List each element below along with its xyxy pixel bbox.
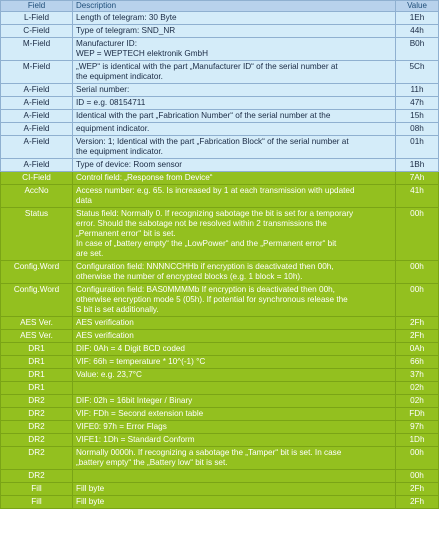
value-cell: 41h: [396, 185, 439, 208]
value-cell: 2Fh: [396, 317, 439, 330]
description-line: otherwise encryption mode 5 (05h). If potential for synchronous release the: [76, 295, 348, 304]
table-row: [1, 470, 439, 483]
description-cell: [73, 382, 396, 395]
description-line: Length of telegram: 30 Byte: [76, 13, 177, 22]
value-cell: 00h: [396, 284, 439, 317]
header-value: Value: [396, 1, 439, 12]
description-cell: [73, 261, 396, 284]
table-row: [1, 84, 439, 97]
table-row: [1, 284, 439, 317]
table-header-row: [1, 1, 439, 12]
description-line: „WEP“ is identical with the part „Manufacturer ID“ of the serial number at: [76, 62, 338, 71]
field-cell: AccNo: [1, 185, 73, 208]
description-line: Serial number:: [76, 85, 130, 94]
value-cell: FDh: [396, 408, 439, 421]
table-row: [1, 185, 439, 208]
description-cell: [73, 123, 396, 136]
field-cell: L-Field: [1, 12, 73, 25]
description-line: Control field: „Response from Device“: [76, 173, 213, 182]
description-line: In case of „battery empty“ the „LowPower“ and the „Permanent error“ bit: [76, 239, 337, 248]
description-line: Type of telegram: SND_NR: [76, 26, 176, 35]
description-cell: [73, 470, 396, 483]
description-cell: [73, 395, 396, 408]
field-cell: M-Field: [1, 61, 73, 84]
field-cell: Config.Word: [1, 261, 73, 284]
description-cell: [73, 84, 396, 97]
value-cell: 00h: [396, 470, 439, 483]
value-cell: 01h: [396, 136, 439, 159]
table-row: [1, 12, 439, 25]
description-line: [76, 383, 392, 393]
table-row: [1, 330, 439, 343]
field-cell: AES Ver.: [1, 317, 73, 330]
field-cell: C-Field: [1, 25, 73, 38]
description-cell: [73, 330, 396, 343]
description-line: Normally 0000h. If recognizing a sabotage the „Tamper“ bit is set. In case: [76, 448, 342, 457]
field-cell: Config.Word: [1, 284, 73, 317]
description-line: DIF: 0Ah = 4 Digit BCD coded: [76, 344, 185, 353]
description-cell: [73, 110, 396, 123]
description-cell: [73, 447, 396, 470]
field-cell: DR2: [1, 470, 73, 483]
description-cell: [73, 38, 396, 61]
field-cell: AES Ver.: [1, 330, 73, 343]
description-cell: [73, 159, 396, 172]
description-line: VIFE0: 97h = Error Flags: [76, 422, 167, 431]
header-field: Field: [1, 1, 73, 12]
value-cell: 00h: [396, 208, 439, 261]
value-cell: 02h: [396, 395, 439, 408]
description-cell: [73, 61, 396, 84]
value-cell: 1Bh: [396, 159, 439, 172]
field-cell: A-Field: [1, 84, 73, 97]
table-row: [1, 172, 439, 185]
description-cell: [73, 185, 396, 208]
description-line: VIFE1: 1Dh = Standard Conform: [76, 435, 195, 444]
description-line: Fill byte: [76, 497, 105, 506]
description-line: AES verification: [76, 331, 134, 340]
description-cell: [73, 136, 396, 159]
value-cell: 1Eh: [396, 12, 439, 25]
table-row: [1, 447, 439, 470]
description-line: [76, 471, 392, 481]
value-cell: 7Ah: [396, 172, 439, 185]
value-cell: 15h: [396, 110, 439, 123]
table-row: [1, 483, 439, 496]
value-cell: 66h: [396, 356, 439, 369]
description-cell: [73, 208, 396, 261]
description-line: Value: e.g. 23,7°C: [76, 370, 142, 379]
table-row: [1, 317, 439, 330]
field-cell: DR2: [1, 434, 73, 447]
description-cell: [73, 356, 396, 369]
description-line: data: [76, 196, 92, 205]
description-line: Configuration field: NNNNCCHHb if encryption is deactivated then 00h,: [76, 262, 334, 271]
description-line: VIF: FDh = Second extension table: [76, 409, 204, 418]
description-line: DIF: 02h = 16bit Integer / Binary: [76, 396, 193, 405]
description-line: Fill byte: [76, 484, 105, 493]
field-cell: DR1: [1, 356, 73, 369]
description-cell: [73, 496, 396, 509]
value-cell: 47h: [396, 97, 439, 110]
value-cell: 08h: [396, 123, 439, 136]
description-line: ID = e.g. 08154711: [76, 98, 146, 107]
field-cell: CI-Field: [1, 172, 73, 185]
field-cell: M-Field: [1, 38, 73, 61]
field-cell: Fill: [1, 496, 73, 509]
description-line: Status field: Normally 0. If recognizing sabotage the bit is set for a temporary: [76, 209, 354, 218]
field-cell: A-Field: [1, 110, 73, 123]
value-cell: 5Ch: [396, 61, 439, 84]
field-cell: DR1: [1, 369, 73, 382]
value-cell: 11h: [396, 84, 439, 97]
table-row: [1, 434, 439, 447]
value-cell: 00h: [396, 261, 439, 284]
field-cell: DR1: [1, 343, 73, 356]
table-row: [1, 408, 439, 421]
value-cell: 0Ah: [396, 343, 439, 356]
description-cell: [73, 434, 396, 447]
description-line: the equipment indicator.: [76, 72, 163, 81]
value-cell: 2Fh: [396, 496, 439, 509]
header-description: Description: [73, 1, 396, 12]
value-cell: B0h: [396, 38, 439, 61]
description-cell: [73, 172, 396, 185]
table-row: [1, 38, 439, 61]
field-cell: DR1: [1, 382, 73, 395]
description-cell: [73, 12, 396, 25]
field-cell: DR2: [1, 408, 73, 421]
field-cell: A-Field: [1, 97, 73, 110]
field-cell: A-Field: [1, 123, 73, 136]
value-cell: 00h: [396, 447, 439, 470]
description-line: WEP = WEPTECH elektronik GmbH: [76, 49, 209, 58]
description-line: „Permanent error“ bit is set.: [76, 229, 176, 238]
field-cell: DR2: [1, 421, 73, 434]
description-cell: [73, 25, 396, 38]
field-cell: Fill: [1, 483, 73, 496]
description-line: VIF: 66h = temperature * 10^(-1) °C: [76, 357, 206, 366]
table-row: [1, 395, 439, 408]
table-row: [1, 496, 439, 509]
description-line: Type of device: Room sensor: [76, 160, 183, 169]
description-line: otherwise the number of encrypted blocks (e.g. 1 block = 10h).: [76, 272, 303, 281]
description-cell: [73, 483, 396, 496]
field-cell: A-Field: [1, 136, 73, 159]
description-cell: [73, 284, 396, 317]
table-row: [1, 343, 439, 356]
table-row: [1, 25, 439, 38]
value-cell: 44h: [396, 25, 439, 38]
description-line: are set.: [76, 249, 104, 258]
value-cell: 2Fh: [396, 483, 439, 496]
value-cell: 02h: [396, 382, 439, 395]
value-cell: 1Dh: [396, 434, 439, 447]
table-row: [1, 97, 439, 110]
field-cell: DR2: [1, 447, 73, 470]
value-cell: 97h: [396, 421, 439, 434]
table-row: [1, 208, 439, 261]
value-cell: 2Fh: [396, 330, 439, 343]
value-cell: 37h: [396, 369, 439, 382]
description-cell: [73, 369, 396, 382]
field-cell: A-Field: [1, 159, 73, 172]
table-row: [1, 261, 439, 284]
description-cell: [73, 408, 396, 421]
description-cell: [73, 317, 396, 330]
description-line: AES verification: [76, 318, 134, 327]
field-cell: Status: [1, 208, 73, 261]
table-row: [1, 61, 439, 84]
table-row: [1, 382, 439, 395]
description-line: Access number: e.g. 65. Is increased by 1 at each transmission with updated: [76, 186, 355, 195]
table-row: [1, 136, 439, 159]
description-line: S bit is set additionally.: [76, 305, 159, 314]
table-row: [1, 159, 439, 172]
table-row: [1, 421, 439, 434]
description-line: Configuration field: BAS0MMMMb If encryption is deactivated then 00h,: [76, 285, 335, 294]
description-line: Version: 1; Identical with the part „Fabrication Block“ of the serial number at: [76, 137, 349, 146]
description-line: „battery empty“ the „Battery low“ bit is set.: [76, 458, 228, 467]
description-cell: [73, 97, 396, 110]
description-line: Manufacturer ID:: [76, 39, 137, 48]
table-row: [1, 356, 439, 369]
table-row: [1, 369, 439, 382]
description-cell: [73, 421, 396, 434]
table-row: [1, 123, 439, 136]
description-line: error. Should the sabotage not be resolved within 2 transmissions the: [76, 219, 327, 228]
description-cell: [73, 343, 396, 356]
field-cell: DR2: [1, 395, 73, 408]
table-row: [1, 110, 439, 123]
description-line: Identical with the part „Fabrication Number“ of the serial number at the: [76, 111, 331, 120]
description-line: the equipment indicator.: [76, 147, 163, 156]
description-line: equipment indicator.: [76, 124, 150, 133]
